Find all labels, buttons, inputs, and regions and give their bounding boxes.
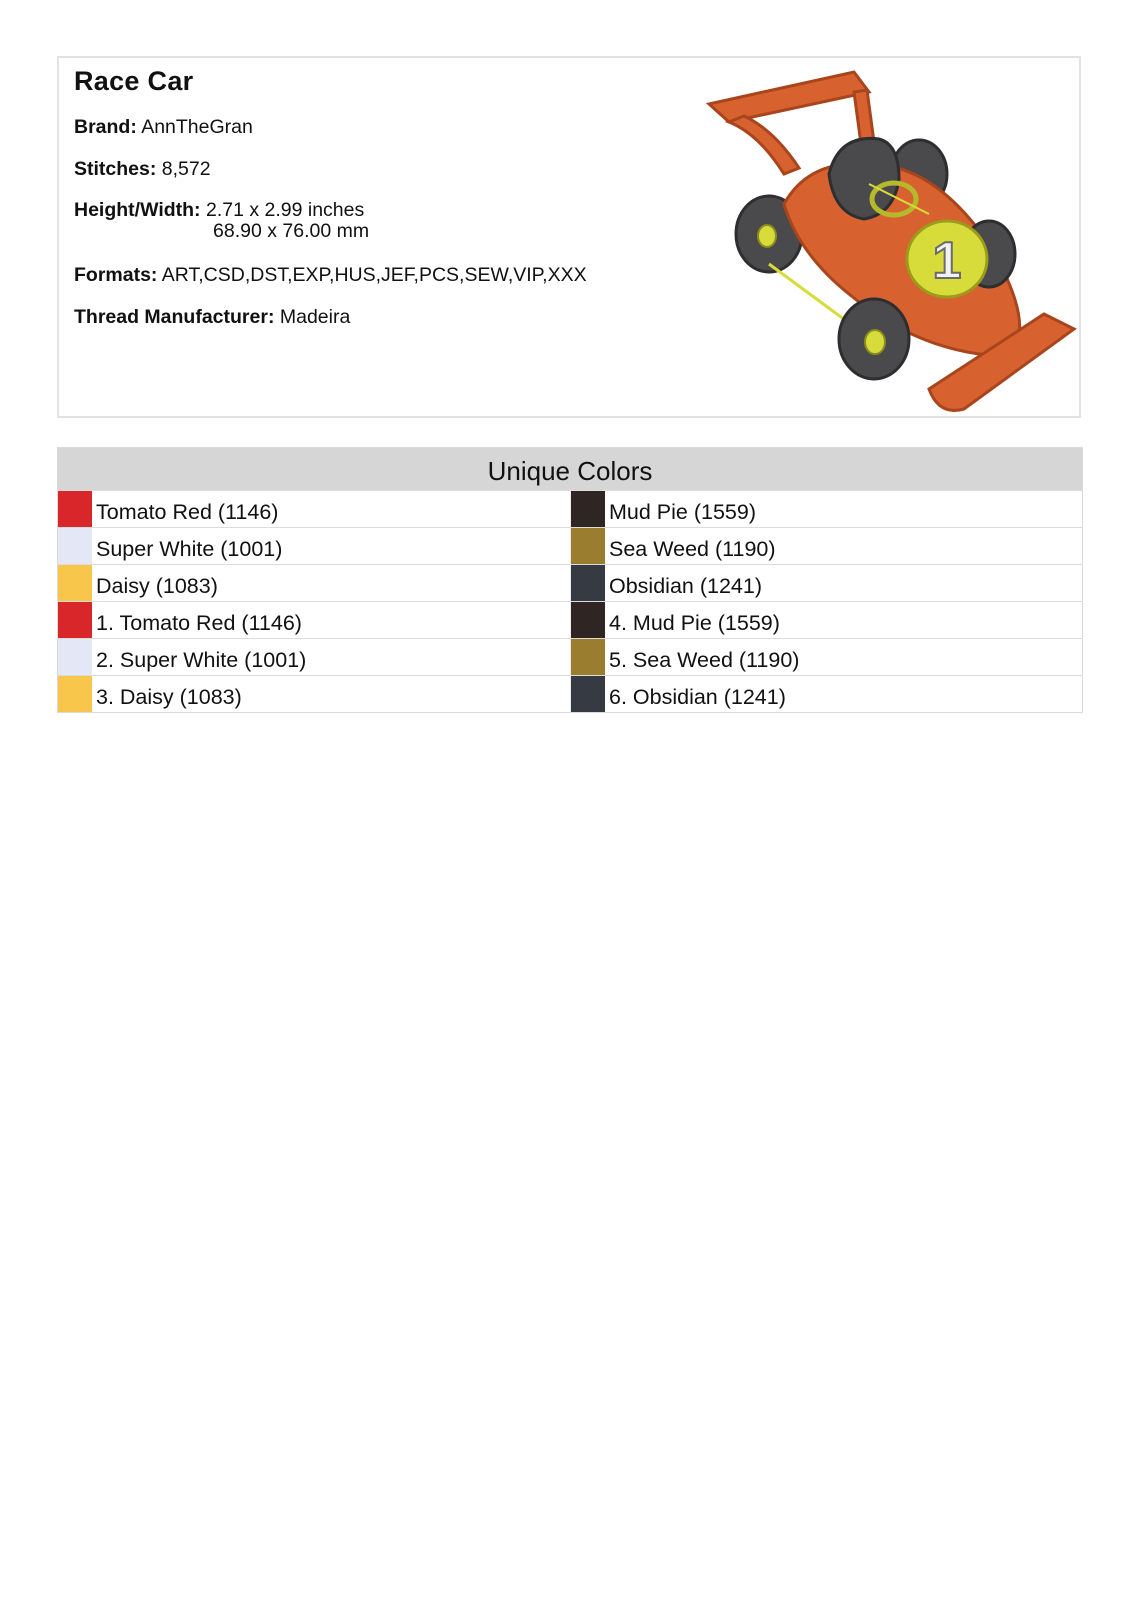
color-row-right [570,675,1082,712]
race-car-embroidery-image [689,64,1079,418]
color-swatch [58,602,92,638]
formats-value: ART,CSD,DST,EXP,HUS,JEF,PCS,SEW,VIP,XXX [161,264,587,286]
wing-strut [729,116,799,174]
color-row-left [58,601,570,638]
color-row-left [58,564,570,601]
color-label: 1. Tomato Red (1146) [96,610,302,635]
color-label: 4. Mud Pie (1559) [609,610,780,635]
size-label: Height/Width: [74,199,201,221]
thread-label: Thread Manufacturer: [74,306,275,328]
color-row-left [58,527,570,564]
formats-field [74,264,587,287]
color-row-right [570,601,1082,638]
brand-field [74,116,253,139]
color-swatch [571,639,605,675]
color-label: Daisy (1083) [96,573,218,598]
stitches-label: Stitches: [74,158,157,180]
wing-strut-2 [854,90,874,144]
back-left-rim [758,225,776,247]
color-label: Mud Pie (1559) [609,499,756,524]
color-row-right [570,638,1082,675]
colors-grid [58,490,1082,712]
color-swatch [58,676,92,712]
color-swatch [571,491,605,527]
unique-colors-table [57,447,1083,713]
color-swatch [58,565,92,601]
thread-field [74,306,350,329]
color-swatch [58,491,92,527]
color-row-right [570,490,1082,527]
color-label: Sea Weed (1190) [609,536,776,561]
color-swatch [571,528,605,564]
color-label: 2. Super White (1001) [96,647,307,672]
brand-label: Brand: [74,116,137,138]
rear-wing [709,72,869,122]
color-label: Super White (1001) [96,536,283,561]
formats-label: Formats: [74,264,158,286]
color-label: 3. Daisy (1083) [96,684,242,709]
color-row-right [570,527,1082,564]
front-left-rim [865,330,885,354]
color-label: 5. Sea Weed (1190) [609,647,800,672]
color-label: Tomato Red (1146) [96,499,279,524]
brand-value: AnnTheGran [141,116,253,138]
color-row-left [58,638,570,675]
color-label: 6. Obsidian (1241) [609,684,786,709]
badge-number: 1 [932,232,962,290]
design-info-card [57,56,1081,418]
color-swatch [571,602,605,638]
size-mm: 68.90 x 76.00 mm [213,220,370,242]
unique-colors-header: Unique Colors [58,448,1082,490]
design-title: Race Car [74,66,194,96]
color-row-right [570,564,1082,601]
size-field [74,200,369,242]
color-row-left [58,490,570,527]
thread-value: Madeira [279,306,351,328]
color-label: Obsidian (1241) [609,573,762,598]
stitches-value: 8,572 [161,158,211,180]
size-inches: 2.71 x 2.99 inches [205,199,365,221]
color-swatch [58,528,92,564]
color-swatch [58,639,92,675]
color-row-left [58,675,570,712]
color-swatch [571,676,605,712]
color-swatch [571,565,605,601]
stitches-field [74,158,211,181]
